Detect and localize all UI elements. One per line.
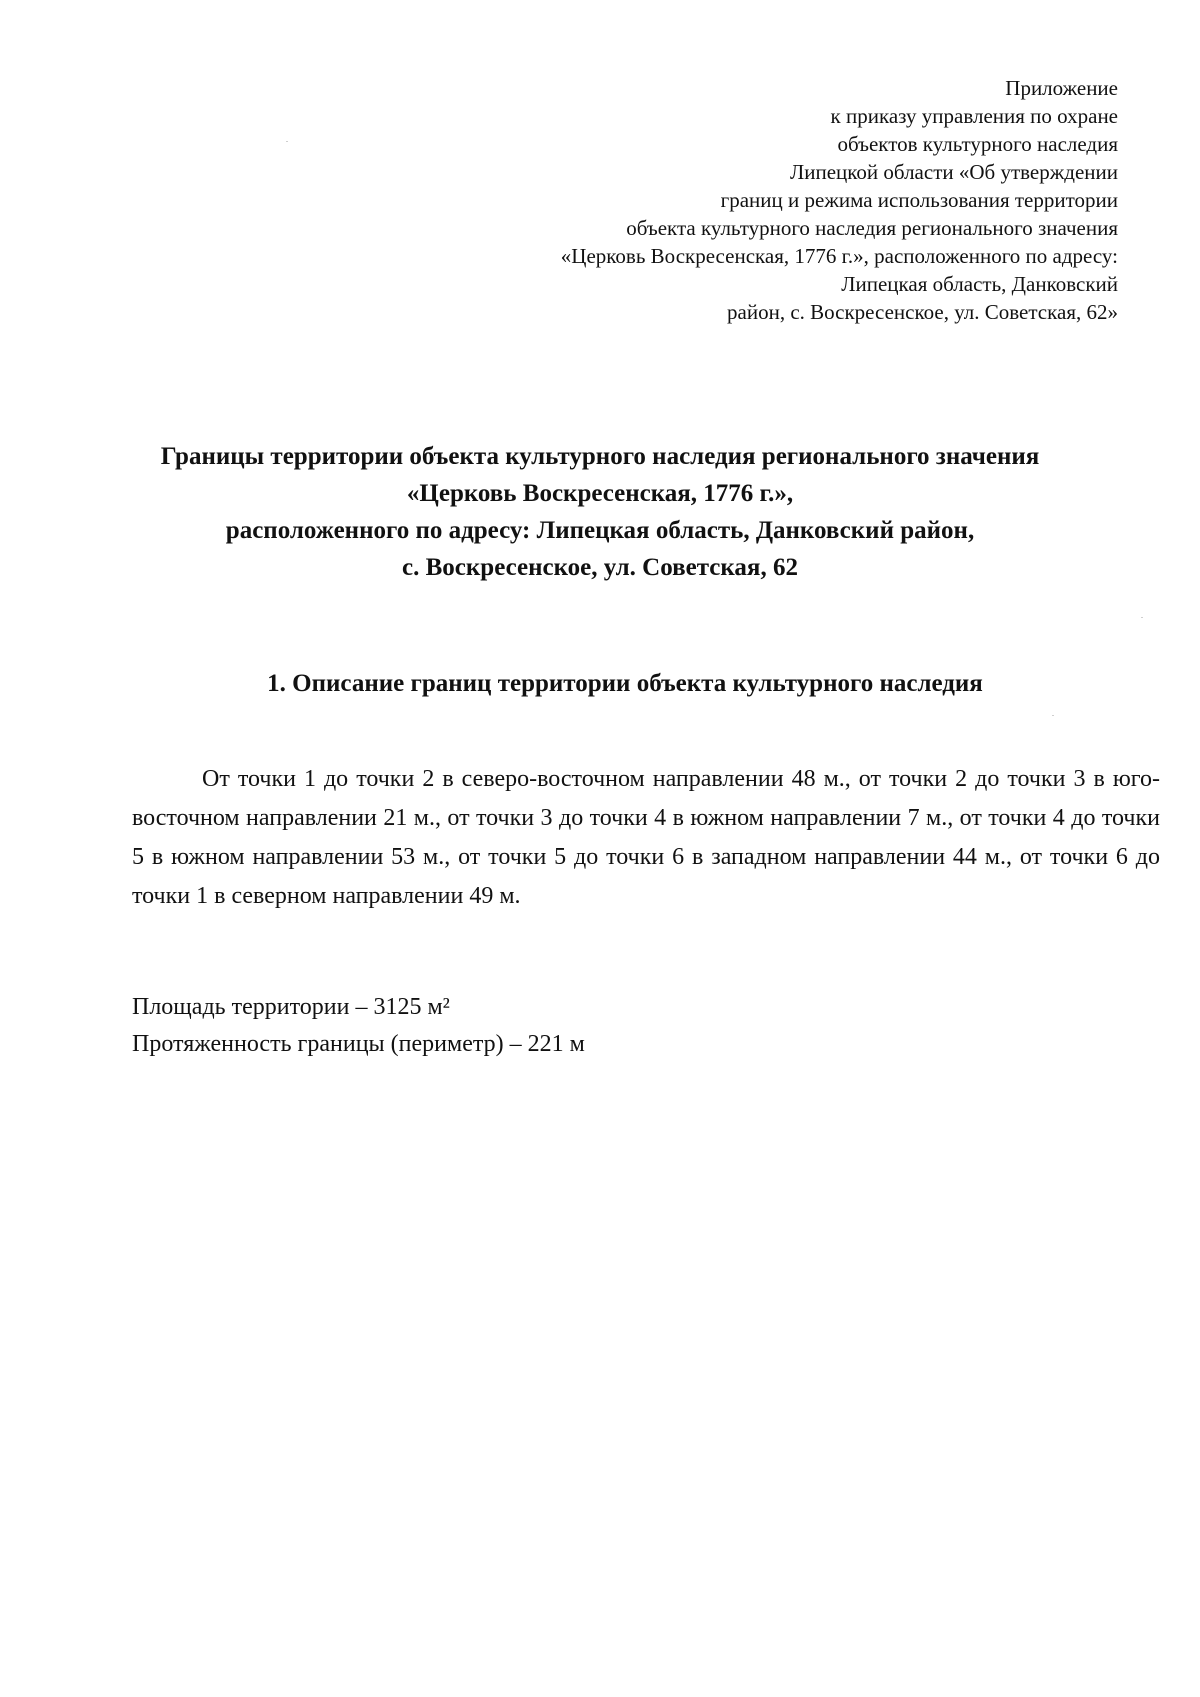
document-title bbox=[90, 438, 1110, 586]
scan-speck bbox=[1052, 715, 1054, 716]
scan-speck bbox=[1141, 617, 1143, 618]
annex-line: Приложение bbox=[1005, 76, 1118, 100]
annex-line: Липецкой области «Об утверждении bbox=[790, 160, 1118, 184]
title-line: расположенного по адресу: Липецкая область, Данковский район, bbox=[225, 517, 975, 544]
territory-stats bbox=[132, 989, 1032, 1063]
annex-line: объектов культурного наследия bbox=[837, 132, 1118, 156]
annex-block bbox=[358, 74, 1118, 326]
section-heading: 1. Описание границ территории объекта культурного наследия bbox=[267, 670, 983, 697]
scan-speck bbox=[286, 141, 288, 142]
annex-line: Липецкая область, Данковский bbox=[841, 272, 1118, 296]
title-line: Границы территории объекта культурного наследия регионального значения bbox=[160, 443, 1040, 470]
annex-line: объекта культурного наследия регионального значения bbox=[626, 216, 1118, 240]
annex-line: к приказу управления по охране bbox=[830, 104, 1118, 128]
area-line: Площадь территории – 3125 м² bbox=[132, 994, 450, 1020]
title-line: с. Воскресенское, ул. Советская, 62 bbox=[402, 554, 798, 581]
annex-line: границ и режима использования территории bbox=[720, 188, 1118, 212]
boundary-description: От точки 1 до точки 2 в северо-восточном направлении 48 м., от точки 2 до точки 3 в юго-восточном направлении 21 м., от точки 3 до точки 4 в южном направлении 7 м., от точки 4 до точки 5 в южном направлении 53 м., от точки 5 до точки 6 в западном направлении 44 м., от точки 6 до точки 1 в северном направлении 49 м. bbox=[132, 766, 1160, 909]
title-line: «Церковь Воскресенская, 1776 г.», bbox=[406, 480, 794, 507]
annex-line: «Церковь Воскресенская, 1776 г.», расположенного по адресу: bbox=[560, 244, 1118, 268]
perimeter-line: Протяженность границы (периметр) – 221 м bbox=[132, 1031, 585, 1057]
annex-line: район, с. Воскресенское, ул. Советская, 62» bbox=[727, 300, 1118, 324]
